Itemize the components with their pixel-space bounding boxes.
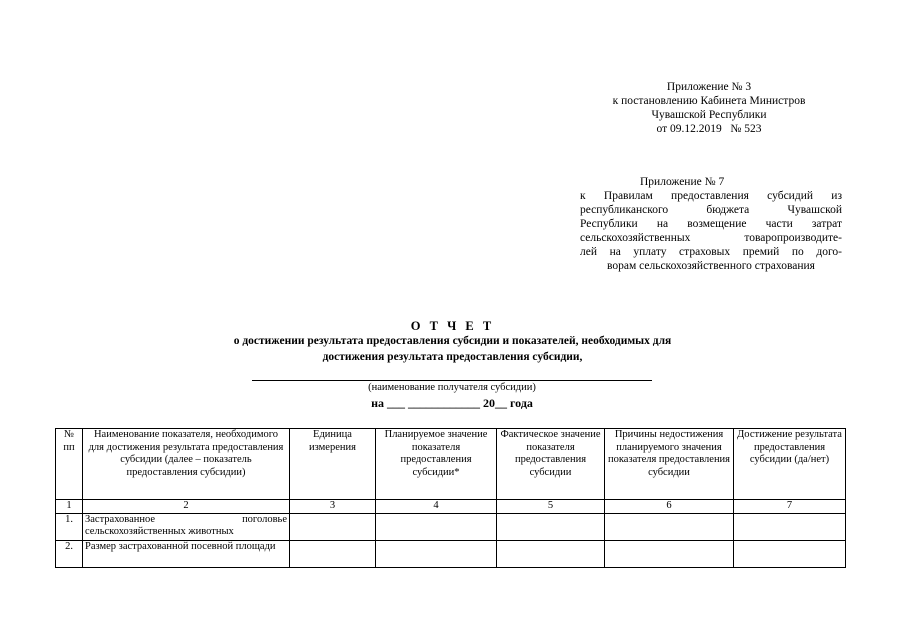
report-subtitle-line-2: достижения результата предоставления субсидии, bbox=[322, 351, 583, 363]
annex-7-block bbox=[580, 189, 842, 273]
achievement-cell bbox=[734, 540, 846, 567]
header-cell: Достижение результата предоставления субсидии (да/нет) bbox=[734, 429, 846, 500]
header-cell: Единица измерения bbox=[290, 429, 376, 500]
annex-7-line: сельскохозяйственных товаропроизводите- bbox=[580, 232, 842, 244]
header-cell: Фактическое значение показателя предоставления субсидии bbox=[497, 429, 605, 500]
annex-7-line: лей на уплату страховых премий по дого- bbox=[580, 246, 842, 258]
planned-value-cell bbox=[376, 540, 497, 567]
recipient-name-line bbox=[252, 380, 652, 381]
report-title: О Т Ч Е Т bbox=[410, 319, 495, 333]
annex-7-line: Республики на возмещение части затрат bbox=[580, 218, 842, 230]
table-row bbox=[56, 513, 846, 540]
report-period: на ___ ____________ 20__ года bbox=[371, 396, 533, 410]
annex-7-line: к Правилам предоставления субсидий из bbox=[580, 190, 842, 202]
column-number: 3 bbox=[290, 500, 376, 514]
annex-7-line: ворам сельскохозяйственного страхования bbox=[607, 260, 815, 272]
column-number: 1 bbox=[56, 500, 83, 514]
column-number: 2 bbox=[83, 500, 290, 514]
indicator-name: Размер застрахованной посевной площади bbox=[83, 540, 290, 567]
table-header-row bbox=[56, 429, 846, 500]
column-number-row bbox=[56, 500, 846, 514]
annex-3-line: от 09.12.2019 № 523 bbox=[656, 123, 762, 135]
unit-cell bbox=[290, 540, 376, 567]
annex-7-title: Приложение № 7 bbox=[640, 176, 725, 188]
reason-cell bbox=[605, 513, 734, 540]
annex-7-line: республиканского бюджета Чувашской bbox=[580, 204, 842, 216]
indicator-name: Застрахованное поголовье сельскохозяйственных животных bbox=[83, 513, 290, 540]
recipient-hint: (наименование получателя субсидии) bbox=[368, 382, 536, 393]
annex-3-line: Чувашской Республики bbox=[651, 109, 767, 121]
header-cell: Наименование показателя, необходимого для достижения результата предоставления субсидии (далее – показатель предоставления субсидии) bbox=[83, 429, 290, 500]
row-number: 1. bbox=[56, 513, 83, 540]
actual-value-cell bbox=[497, 513, 605, 540]
achievement-cell bbox=[734, 513, 846, 540]
column-number: 5 bbox=[497, 500, 605, 514]
column-number: 6 bbox=[605, 500, 734, 514]
header-cell: № пп bbox=[56, 429, 83, 500]
header-cell: Причины недостижения планируемого значения показателя предоставления субсидии bbox=[605, 429, 734, 500]
column-number: 4 bbox=[376, 500, 497, 514]
column-number: 7 bbox=[734, 500, 846, 514]
actual-value-cell bbox=[497, 540, 605, 567]
report-table bbox=[55, 428, 846, 568]
unit-cell bbox=[290, 513, 376, 540]
reason-cell bbox=[605, 540, 734, 567]
annex-3-block bbox=[570, 80, 848, 136]
report-subtitle-line-1: о достижении результата предоставления субсидии и показателей, необходимых для bbox=[233, 335, 672, 347]
row-number: 2. bbox=[56, 540, 83, 567]
planned-value-cell bbox=[376, 513, 497, 540]
header-cell: Планируемое значение показателя предоставления субсидии* bbox=[376, 429, 497, 500]
table-row bbox=[56, 540, 846, 567]
annex-3-line: к постановлению Кабинета Министров bbox=[612, 95, 806, 107]
annex-3-line: Приложение № 3 bbox=[666, 81, 752, 93]
